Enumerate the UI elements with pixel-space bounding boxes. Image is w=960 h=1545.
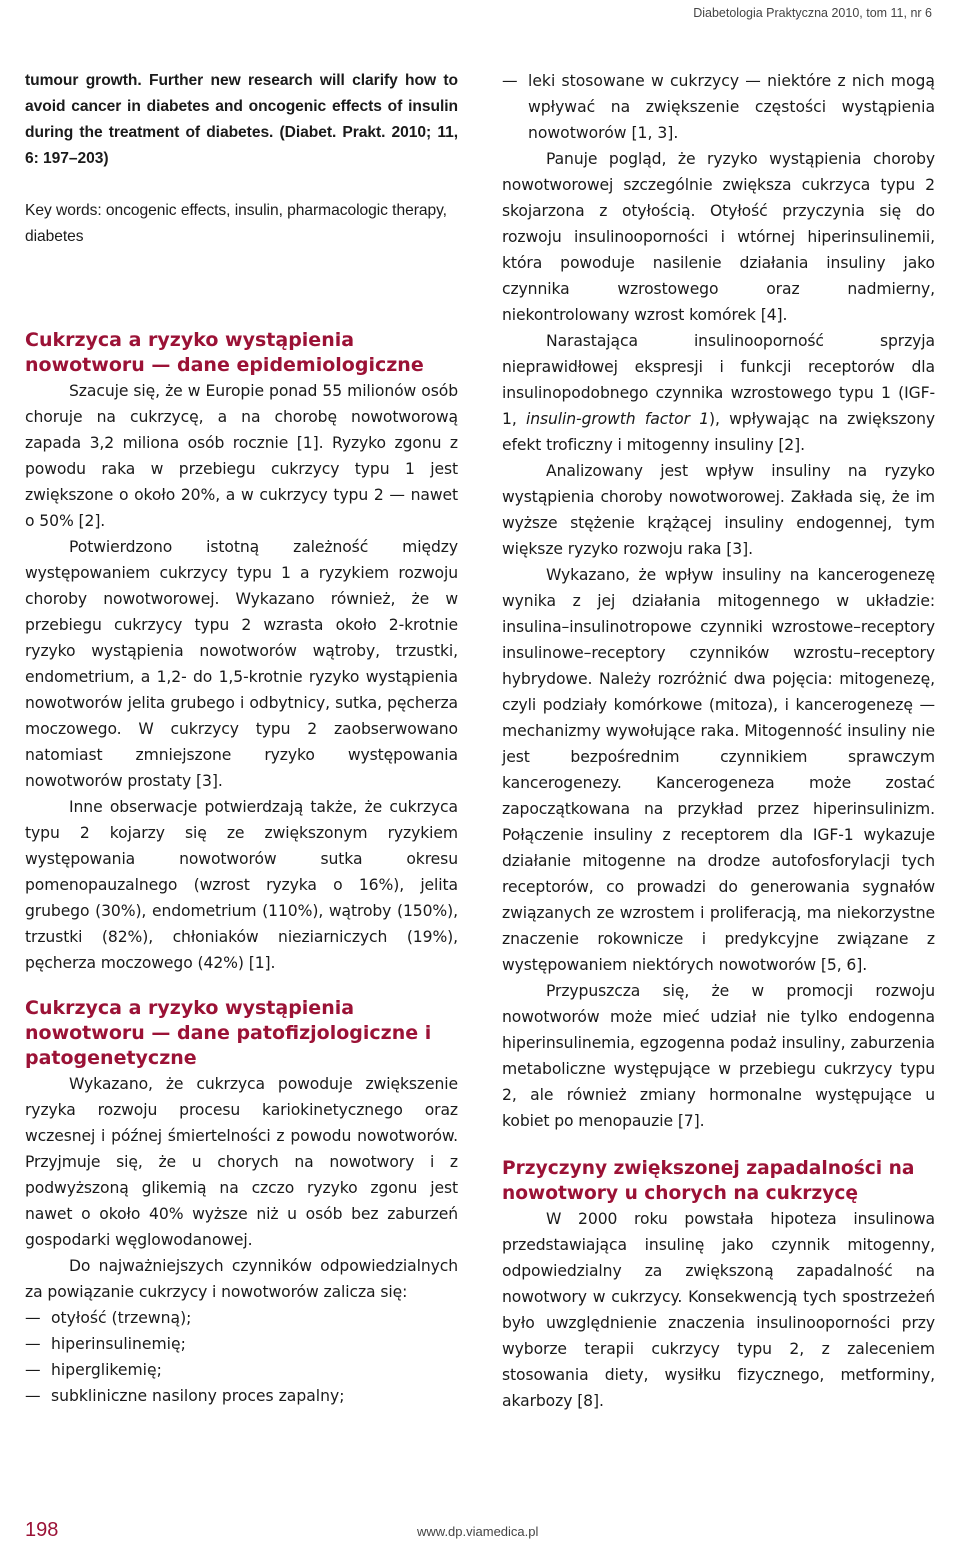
paragraph: Do najważniejszych czynników odpowiedzialnych za powiązanie cukrzycy i nowotworów zalicza się: — [25, 1257, 458, 1301]
section-heading-epidemiology: Cukrzyca a ryzyko wystąpienia nowotworu — dane epidemiologiczne — [25, 329, 424, 376]
list-item: — leki stosowane w cukrzycy — niektóre z nich mogą wpływać na zwiększenie częstości wystąpienia nowotworów [1, 3]. — [502, 68, 935, 146]
keywords: Key words: oncogenic effects, insulin, pharmacologic therapy, diabetes — [25, 202, 447, 245]
paragraph: Przypuszcza się, że w promocji rozwoju nowotworów może mieć udział nie tylko endogenna hiperinsulinemia, egzogenna podaż insuliny, zaburzenia metaboliczne występujące w przebiegu cukrzycy typu 2, ale również zmiany hormonalne występujące u kobiet po menopauzie [7]. — [502, 982, 935, 1130]
section-heading-pathophysiology: Cukrzyca a ryzyko wystąpienia nowotworu — dane patofizjologiczne i patogenetyczne — [25, 997, 432, 1069]
paragraph: Szacuje się, że w Europie ponad 55 milionów osób choruje na cukrzycę, a na chorobę nowotworową zapada 3,2 miliona osób rocznie [1]. Ryzyko zgonu z powodu raka w przebiegu cukrzycy typu 1 jest zwiększone o około 20%, a w cukrzycy typu 2 — nawet o 50% [2]. — [25, 382, 458, 530]
list-item: — subkliniczne nasilony proces zapalny; — [25, 1383, 458, 1409]
risk-factor-list — [25, 1305, 458, 1409]
paragraph: W 2000 roku powstała hipoteza insulinowa przedstawiająca insulinę jako czynnik mitogenny, odpowiedzialny za zwiększoną zapadalność na nowotwory w cukrzycy. Konsekwencją tych spostrzeżeń było uwzględnienie znaczenia insulinooporności przy wyborze terapii cukrzycy typu 2, z zaleceniem stosowania diety, wysiłku fizycznego, metforminy, akarbozy [8]. — [502, 1210, 935, 1410]
paragraph: Wykazano, że cukrzyca powoduje zwiększenie ryzyka rozwoju procesu kariokinetycznego oraz wczesnej i późnej śmiertelności z powodu nowotworów. Przyjmuje się, że u chorych na nowotwory i z podwyższoną glikemią na czczo ryzyko zgonu jest nawet o około 40% wyższe niż u osób bez zaburzeń gospodarki węglowodanowej. — [25, 1075, 458, 1249]
paragraph: Analizowany jest wpływ insuliny na ryzyko wystąpienia choroby nowotworowej. Zakłada się, że im wyższe stężenie krążącej insuliny endogennej, tym większe ryzyko rozwoju raka [3]. — [502, 462, 935, 558]
paragraph: Wykazano, że wpływ insuliny na kancerogenezę wynika z jej działania mitogennego w układzie: insulina–insulinotropowe czynniki wzrostowe–receptory insulinowe–receptory czynników wzrostu–receptory hybrydowe. Należy rozróżnić dwa pojęcia: mitogenezę, czyli podziały komórkowe (mitoza), i kancerogenezę — mechanizmy wywołujące raka. Mitogenność insuliny nie jest bezpośrednim czynnikiem sprawczym kancerogenezy. Kancerogeneza może zostać zapoczątkowana na przykład przez hiperinsulinizm. Połączenie insuliny z receptorem dla IGF-1 wykazuje działanie mitogenne na drodze autofosforylacji tych receptorów, co prowadzi do generowania sygnałów związanych ze wzrostem i proliferacją, ma niekorzystne znaczenie rokownicze i predykcyjne związane z występowaniem niektórych nowotworów [5, 6]. — [502, 566, 935, 974]
dash-marker: — — [25, 1387, 41, 1405]
list-item: — hiperglikemię; — [25, 1357, 458, 1383]
journal-url[interactable]: www.dp.viamedica.pl — [417, 1524, 539, 1539]
right-column — [502, 68, 935, 1414]
dash-marker: — — [25, 1335, 41, 1353]
dash-marker: — — [502, 72, 518, 90]
section-heading-causes: Przyczyny zwiększonej zapadalności na nowotwory u chorych na cukrzycę — [502, 1158, 915, 1204]
emphasis: insulin-growth factor 1 — [525, 410, 710, 428]
risk-factor-list-continued — [502, 68, 935, 146]
left-column — [25, 68, 458, 1409]
abstract-tail: tumour growth. Further new research will clarify how to avoid cancer in diabetes and oncogenic effects of insulin during the treatment of diabetes. (Diabet. Prakt. 2010; 11, 6: 197–203) — [25, 72, 458, 167]
list-item: — otyłość (trzewną); — [25, 1305, 458, 1331]
dash-marker: — — [25, 1361, 41, 1379]
paragraph: Inne obserwacje potwierdzają także, że cukrzyca typu 2 kojarzy się ze zwiększonym ryzykiem występowania nowotworów sutka okresu pomenopauzalnego (wzrost ryzyka o 16%), jelita grubego (30%), endometrium (110%), wątroby (150%), trzustki (82%), chłoniaków nieziarniczych (19%), pęcherza moczowego (42%) [1]. — [25, 798, 458, 972]
dash-marker: — — [25, 1309, 41, 1327]
paragraph: Narastająca insulinooporność sprzyja nieprawidłowej ekspresji i funkcji receptorów dla insulinopodobnego czynnika wzrostowego typu 1 (IGF-1, insulin-growth factor 1), wpływając na zwiększony efekt troficzny i mitogenny insuliny [2]. — [502, 332, 935, 454]
paragraph: Potwierdzono istotną zależność między występowaniem cukrzycy typu 1 a ryzykiem rozwoju choroby nowotworowej. Wykazano również, że w przebiegu cukrzycy typu 2 wzrasta około 2-krotnie ryzyko wystąpienia nowotworów wątroby, trzustki, endometrium, a 1,2- do 1,5-krotnie ryzyko wystąpienia nowotworów jelita grubego i odbytnicy, sutka, pęcherza moczowego. W cukrzycy typu 2 zaobserwowano natomiast zmniejszone ryzyko występowania nowotworów prostaty [3]. — [25, 538, 458, 790]
page-number: 198 — [25, 1519, 59, 1541]
list-item: — hiperinsulinemię; — [25, 1331, 458, 1357]
running-head: Diabetologia Praktyczna 2010, tom 11, nr 6 — [693, 6, 932, 20]
paragraph: Panuje pogląd, że ryzyko wystąpienia choroby nowotworowej szczególnie zwiększa cukrzyca typu 2 skojarzona z otyłością. Otyłość przyczynia się do rozwoju insulinooporności i wtórnej hiperinsulinemii, która powoduje nasilenie działania insuliny jako czynnika wzrostowego oraz nadmierny, niekontrolowany wzrost komórek [4]. — [502, 150, 935, 324]
